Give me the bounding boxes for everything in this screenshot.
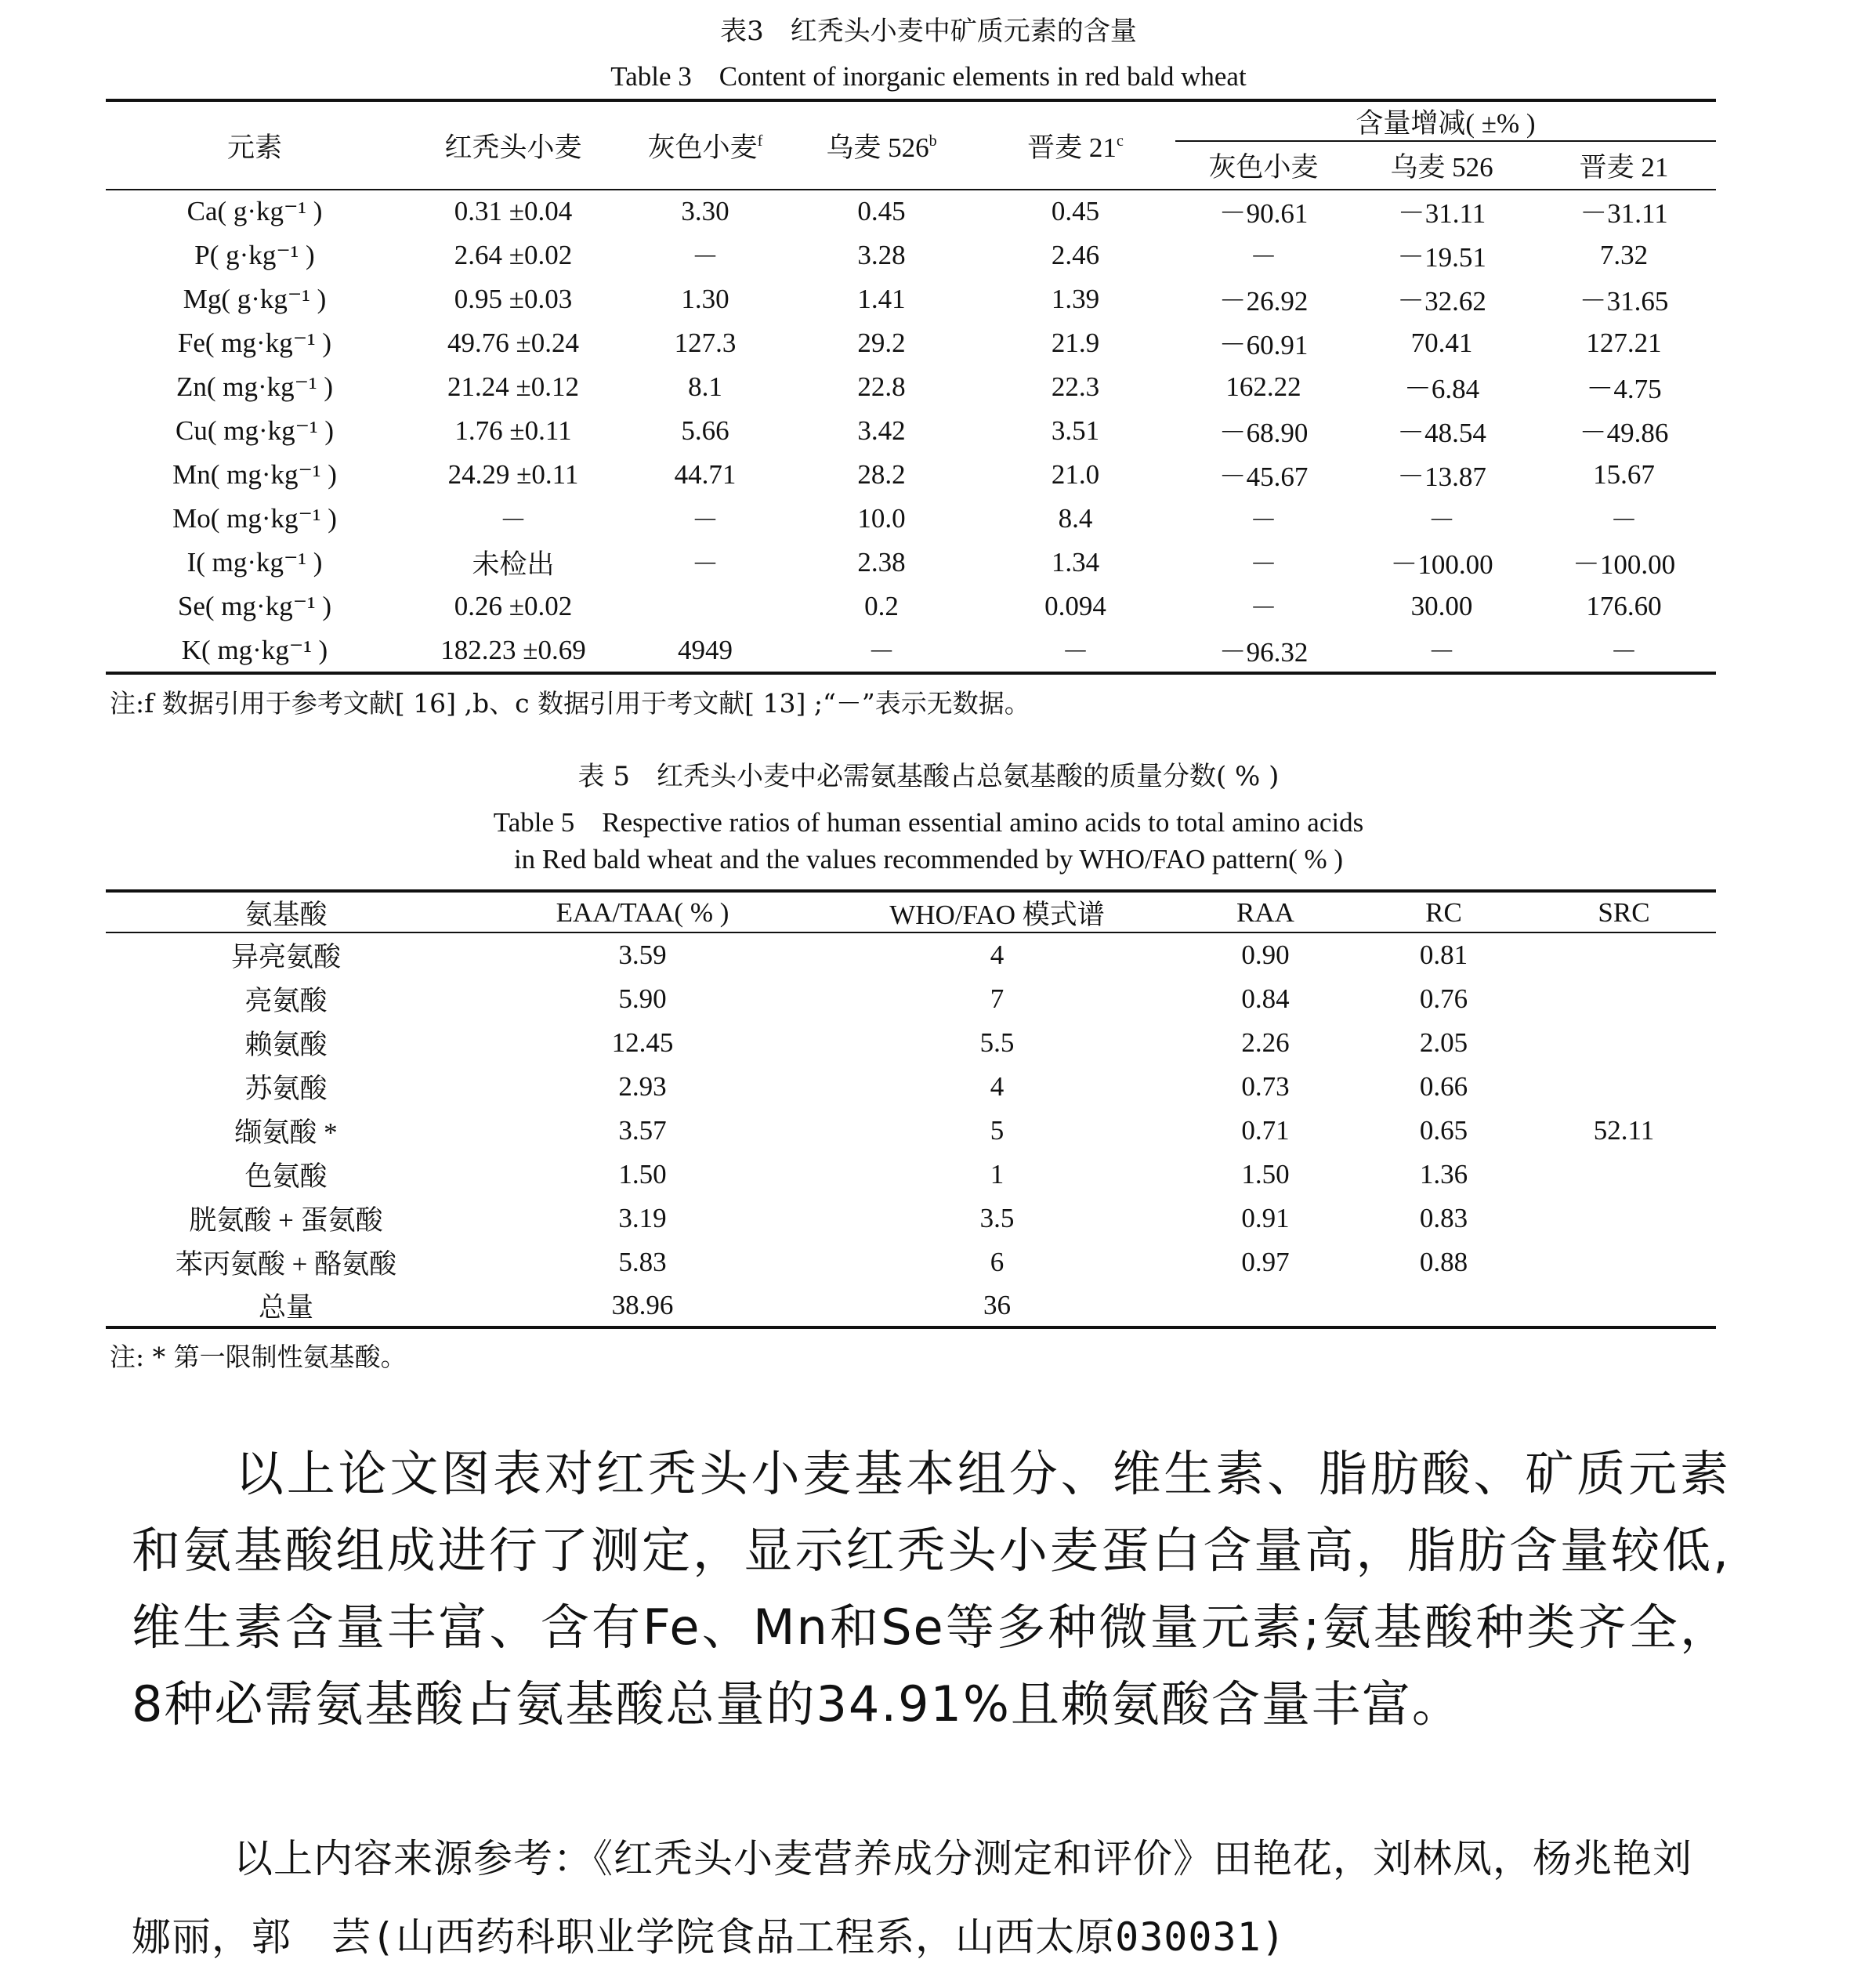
t3-cell-element: Mo( mg·kg⁻¹ ) [172,503,337,534]
t3-cell-chg-jinmai: 7.32 [1599,240,1649,270]
t5-header-rc: RC [1425,897,1462,928]
t3-cell-wumai: － [867,636,896,668]
t3-cell-chg-grey: － [1249,593,1277,624]
t5-cell-raa: 0.90 [1241,940,1290,970]
t3-cell-element: Ca( g·kg⁻¹ ) [186,195,323,226]
t5-cell-eaa: 12.45 [611,1027,674,1058]
t3-cell-chg-grey: －45.67 [1218,462,1309,492]
t5-cell-eaa: 2.93 [618,1071,667,1102]
t5-cell-eaa: 38.96 [611,1289,674,1320]
t5-header-who: WHO/FAO 模式谱 [889,900,1105,930]
table-row [106,409,1716,453]
table5 [106,893,1716,1326]
t3-cell-chg-jinmai: －31.65 [1579,286,1669,317]
t3-header-change-jinmai: 晋麦 21 [1579,151,1669,183]
t3-cell-red-bald: － [499,505,527,536]
t3-cell-chg-wumai: －6.84 [1403,374,1480,404]
t3-cell-chg-jinmai: 176.60 [1586,591,1662,621]
t5-header-raa: RAA [1236,897,1294,928]
t5-cell-who: 1 [990,1159,1005,1190]
t5-cell-who: 6 [990,1247,1005,1277]
table-row [106,189,1716,234]
t3-cell-element: Se( mg·kg⁻¹ ) [177,591,332,621]
t3-cell-chg-jinmai: 127.21 [1586,328,1662,358]
t3-cell-grey: － [691,242,719,273]
t5-cell-eaa: 1.50 [618,1159,667,1190]
t3-cell-chg-jinmai: －4.75 [1586,374,1662,404]
t3-cell-element: P( g·kg⁻¹ ) [194,240,315,270]
t5-cell-rc: 0.88 [1419,1247,1468,1277]
t3-cell-red-bald: 2.64 ±0.02 [454,240,573,270]
t3-cell-red-bald: 0.95 ±0.03 [454,284,573,314]
t5-header-src: SRC [1598,897,1650,928]
table-row [106,585,1716,628]
t5-cell-src [1532,1284,1716,1326]
t3-cell-chg-jinmai: －31.11 [1580,197,1668,229]
t3-cell-wumai: 3.28 [857,240,906,270]
t5-cell-amino: 亮氨酸 [244,986,328,1016]
t5-cell-src: 52.11 [1593,1115,1655,1146]
t5-cell-who: 4 [990,1071,1005,1102]
t5-cell-raa: 0.97 [1241,1247,1290,1277]
t5-cell-rc: 0.81 [1419,940,1468,970]
t3-cell-wumai: 28.2 [857,459,906,490]
t5-cell-src [1532,1021,1716,1065]
t3-cell-wumai: 29.2 [857,328,906,358]
t3-cell-grey [623,585,787,628]
t5-header-eaa: EAA/TAA( % ) [556,897,729,928]
table-row [106,453,1716,497]
table3 [106,102,1716,672]
t3-cell-chg-grey: －68.90 [1218,418,1309,448]
t3-cell-chg-jinmai: 15.67 [1593,459,1655,490]
table3-caption-cn: 表3 红秃头小麦中矿质元素的含量 [720,16,1137,47]
t5-cell-raa [1175,1284,1356,1326]
table5-note: 注: * 第一限制性氨基酸。 [110,1342,407,1372]
table5-caption-cn: 表 5 红秃头小麦中必需氨基酸占总氨基酸的质量分数( % ) [577,761,1280,792]
t3-cell-red-bald: 0.26 ±0.02 [454,591,573,621]
table-row [106,1021,1716,1065]
t3-cell-grey: 44.71 [674,459,737,490]
table3-bottom-rule [106,672,1716,675]
t3-cell-jinmai: － [1061,636,1089,668]
t3-cell-chg-grey: 162.22 [1225,371,1301,402]
t3-header-element: 元素 [226,132,282,163]
t3-cell-element: Mn( mg·kg⁻¹ ) [172,459,337,490]
t5-cell-raa: 0.71 [1241,1115,1290,1146]
table5-bottom-rule [106,1326,1716,1329]
t5-cell-rc: 0.65 [1419,1115,1468,1146]
t5-cell-raa: 2.26 [1241,1027,1290,1058]
summary-text: 以上论文图表对红秃头小麦基本组分、维生素、脂肪酸、矿质元素和氨基酸组成进行了测定，显示红秃头小麦蛋白含量高，脂肪含量较低,维生素含量丰富、含有Fe、Mn和Se等多种微量元素;氨基酸种类齐全，8种必需氨基酸占氨基酸总量的34.91%且赖氨酸含量丰富。 [132,1445,1730,1733]
t5-cell-eaa: 3.19 [618,1203,667,1233]
t3-cell-wumai: 0.2 [864,591,899,621]
t5-cell-rc: 2.05 [1419,1027,1468,1058]
t3-cell-grey: － [691,505,719,536]
t3-cell-jinmai: 0.45 [1051,195,1100,226]
t5-cell-src [1532,1065,1716,1109]
t3-cell-chg-jinmai: －100.00 [1572,549,1676,580]
summary-paragraph [132,1436,1730,1743]
t5-cell-who: 5.5 [979,1027,1015,1058]
t3-cell-chg-wumai: －19.51 [1397,242,1486,273]
t3-cell-chg-wumai: － [1428,636,1456,668]
t3-cell-element: Zn( mg·kg⁻¹ ) [176,371,334,402]
table-row [106,933,1716,977]
t3-header-change-grey: 灰色小麦 [1208,151,1319,183]
t5-cell-who: 36 [983,1289,1011,1320]
t5-cell-src [1532,1153,1716,1197]
t3-cell-element: I( mg·kg⁻¹ ) [186,547,323,578]
t3-cell-chg-wumai: －13.87 [1397,462,1486,492]
t5-cell-raa: 0.84 [1241,983,1290,1014]
table5-caption-en-2: in Red bald wheat and the values recommended by WHO/FAO pattern( % ) [513,844,1344,875]
t5-cell-src [1532,1197,1716,1240]
t5-cell-amino: 总量 [258,1291,313,1323]
t5-cell-amino: 苏氨酸 [244,1074,328,1104]
t3-cell-chg-wumai: －100.00 [1390,549,1493,580]
t5-header-amino: 氨基酸 [244,900,328,930]
table-row [106,1240,1716,1284]
t3-cell-chg-grey: －60.91 [1218,330,1309,360]
t3-header-grey: 灰色小麦$^f$ [647,132,763,163]
t5-cell-raa: 0.73 [1241,1071,1290,1102]
table-row [106,1065,1716,1109]
t5-cell-amino: 色氨酸 [244,1161,328,1192]
t3-cell-wumai: 2.38 [857,547,906,578]
t3-cell-chg-jinmai: － [1610,636,1638,668]
t3-cell-jinmai: 0.094 [1044,591,1106,621]
t3-cell-grey: 5.66 [681,415,729,446]
t3-cell-element: Cu( mg·kg⁻¹ ) [175,415,334,446]
t3-cell-grey: 1.30 [681,284,729,314]
t3-cell-jinmai: 3.51 [1051,415,1100,446]
t5-cell-who: 3.5 [979,1203,1015,1233]
t3-cell-wumai: 10.0 [857,503,906,534]
t5-cell-amino: 苯丙氨酸 + 酪氨酸 [175,1249,397,1280]
t3-cell-jinmai: 22.3 [1051,371,1100,402]
t3-cell-wumai: 22.8 [857,371,906,402]
t5-cell-eaa: 5.83 [618,1247,667,1277]
t3-cell-grey: 127.3 [674,328,737,358]
t3-cell-jinmai: 21.9 [1051,328,1100,358]
t3-cell-chg-jinmai: －49.86 [1579,418,1669,448]
t5-cell-eaa: 3.57 [618,1115,667,1146]
t3-header-jinmai: 晋麦 21$^c$ [1027,132,1124,163]
t3-cell-chg-wumai: － [1428,505,1456,536]
t5-cell-raa: 0.91 [1241,1203,1290,1233]
t3-cell-grey: 4949 [678,634,733,665]
t3-cell-element: Mg( g·kg⁻¹ ) [183,284,327,314]
t5-cell-rc: 0.76 [1419,983,1468,1014]
t5-cell-amino: 赖氨酸 [244,1030,328,1060]
t3-cell-jinmai: 1.34 [1051,547,1100,578]
t3-cell-chg-grey: － [1249,242,1277,273]
t3-cell-chg-grey: －90.61 [1218,197,1309,229]
t3-cell-jinmai: 8.4 [1058,503,1093,534]
t3-cell-red-bald: 49.76 ±0.24 [447,328,579,358]
t3-cell-red-bald: 1.76 ±0.11 [454,415,572,446]
t5-cell-eaa: 3.59 [618,940,667,970]
t3-cell-jinmai: 21.0 [1051,459,1100,490]
t3-cell-jinmai: 1.39 [1051,284,1100,314]
t3-cell-red-bald: 0.31 ±0.04 [454,195,573,226]
t3-cell-wumai: 0.45 [857,195,906,226]
t5-cell-src [1532,977,1716,1021]
t3-header-change-group: 含量增减( ±% ) [1356,108,1536,139]
table-row [106,277,1716,321]
t3-cell-chg-wumai: 70.41 [1410,328,1473,358]
t5-cell-rc: 0.83 [1419,1203,1468,1233]
t5-cell-amino: 缬氨酸 * [234,1117,338,1148]
table-row [106,628,1716,672]
table-row [106,365,1716,409]
t5-cell-raa: 1.50 [1241,1159,1290,1190]
t3-cell-chg-wumai: 30.00 [1410,591,1473,621]
t3-header-red-bald: 红秃头小麦 [444,132,582,163]
t3-header-change-wumai: 乌麦 526 [1390,151,1493,183]
table-row [106,541,1716,585]
t3-cell-chg-grey: － [1249,505,1277,536]
t3-cell-grey: － [691,549,719,580]
t3-cell-element: K( mg·kg⁻¹ ) [181,634,328,665]
t3-cell-red-bald: 182.23 ±0.69 [440,634,586,665]
t5-cell-who: 4 [990,940,1005,970]
table5-caption-en-1: Table 5 Respective ratios of human essential amino acids to total amino acids [493,807,1364,838]
t5-cell-who: 7 [990,983,1005,1014]
t5-cell-src [1532,1240,1716,1284]
t5-cell-amino: 胱氨酸 + 蛋氨酸 [189,1205,383,1236]
table-row [106,234,1716,277]
t3-cell-chg-wumai: －32.62 [1397,286,1486,317]
t3-cell-grey: 3.30 [681,195,729,226]
t5-cell-who: 5 [990,1115,1005,1146]
t3-cell-chg-wumai: －31.11 [1397,197,1486,229]
source-reference [132,1820,1730,1976]
table3-caption-en: Table 3 Content of inorganic elements in red bald wheat [610,61,1247,92]
t3-cell-grey: 8.1 [688,371,722,402]
t3-cell-red-bald: 未检出 [472,549,555,580]
t5-cell-eaa: 5.90 [618,983,667,1014]
t3-cell-wumai: 1.41 [857,284,906,314]
table-row [106,497,1716,541]
t3-cell-wumai: 3.42 [857,415,906,446]
t3-cell-red-bald: 24.29 ±0.11 [447,459,579,490]
table-row [106,977,1716,1021]
t5-cell-rc [1356,1284,1532,1326]
t3-cell-jinmai: 2.46 [1051,240,1100,270]
t3-cell-chg-grey: － [1249,549,1277,580]
t5-cell-amino: 异亮氨酸 [230,942,341,972]
table-row [106,1197,1716,1240]
t5-cell-rc: 0.66 [1419,1071,1468,1102]
t3-header-wumai: 乌麦 526$^b$ [826,132,937,163]
t3-cell-chg-grey: －26.92 [1218,286,1309,317]
t5-cell-rc: 1.36 [1419,1159,1468,1190]
table-row [106,321,1716,365]
table-row [106,1153,1716,1197]
table-row [106,1109,1716,1153]
t3-cell-chg-grey: －96.32 [1218,636,1309,668]
t3-cell-red-bald: 21.24 ±0.12 [447,371,579,402]
t5-cell-src [1532,933,1716,977]
t3-cell-chg-wumai: －48.54 [1397,418,1486,448]
t3-cell-chg-jinmai: － [1610,505,1638,536]
t3-cell-element: Fe( mg·kg⁻¹ ) [177,328,332,358]
table-row [106,1284,1716,1326]
source-text: 以上内容来源参考：《红秃头小麦营养成分测定和评价》田艳花，刘林凤，杨兆艳刘娜丽，郭 芸(山西药科职业学院食品工程系，山西太原030031) [132,1836,1692,1960]
table3-note: 注:f 数据引用于参考文献[ 16] ,b、c 数据引用于考文献[ 13] ;“－”表示无数据。 [110,688,1030,719]
